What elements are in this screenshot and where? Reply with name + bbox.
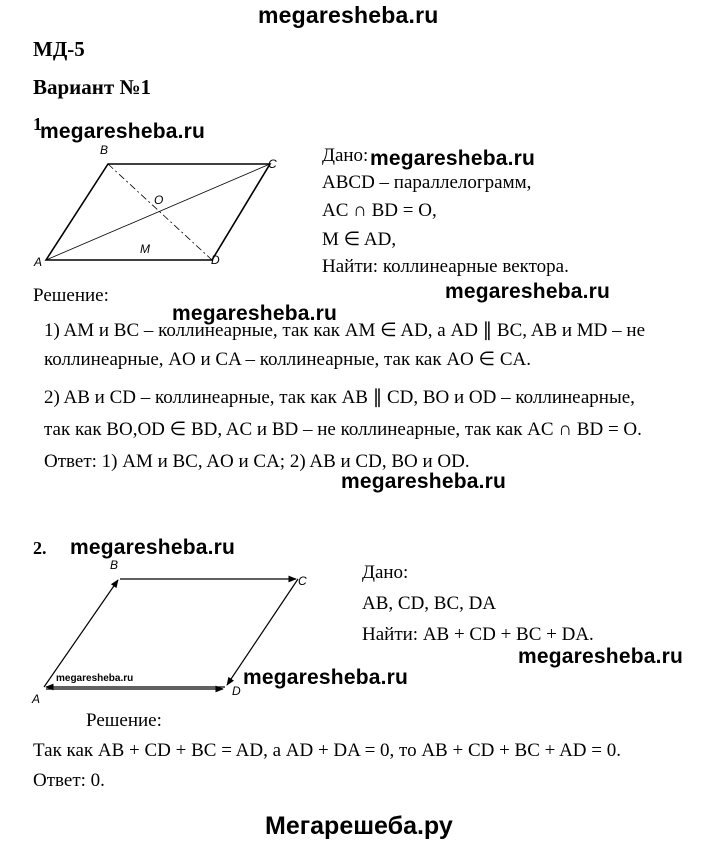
point-d-label-2: D (232, 684, 241, 698)
solution-label-2: Решение: (86, 710, 162, 731)
point-a-label-2: A (32, 692, 41, 706)
solution-watermark-1b: megaresheba.ru (172, 302, 338, 325)
point-b-label: B (100, 143, 109, 157)
solution-label-1: Решение: (33, 285, 109, 306)
point-d-label: D (211, 253, 220, 267)
point-o-label: O (154, 193, 164, 207)
solution-line-2-1: Так как AB + CD + BC = AD, а AD + DA = 0, то AB + CD + BC + AD = 0. (33, 740, 621, 761)
given-vectors-2: AB, CD, BC, DA (362, 593, 497, 614)
variant-title: Вариант №1 (33, 75, 152, 99)
given-label-1: Дано: (322, 145, 369, 166)
problem-2-watermark: megaresheba.ru (70, 536, 236, 559)
point-b-label-2: B (110, 558, 119, 572)
figure-watermark-2b: megaresheba.ru (243, 666, 409, 689)
figure-watermark-2: megaresheba.ru (56, 673, 134, 684)
given-label-2: Дано: (362, 562, 409, 583)
answer-line-2: Ответ: 0. (33, 770, 105, 791)
diagonal-ac (46, 164, 270, 260)
point-a-label: A (34, 255, 43, 269)
point-c-label-2: C (298, 574, 307, 588)
problem-2-number: 2. (33, 538, 47, 558)
given-watermark-2: megaresheba.ru (518, 645, 684, 668)
given-watermark-1: megaresheba.ru (370, 147, 536, 170)
site-watermark-header: megaresheba.ru (258, 2, 439, 28)
section-title: МД-5 (33, 37, 85, 61)
problem-1-number: 1 (33, 114, 42, 134)
solution-watermark-1a: megaresheba.ru (445, 280, 611, 303)
find-line-1: Найти: коллинеарные вектора. (322, 256, 569, 277)
point-c-label: C (268, 157, 277, 171)
find-line-2: Найти: AB + CD + BC + DA. (362, 624, 594, 645)
point-m-label: M (140, 242, 150, 256)
diagonal-bd (108, 164, 212, 260)
footer-watermark: Мегарешеба.ру (265, 812, 453, 840)
solution-line-1: 1) AM и BC – коллинеарные, так как AM ∈ AD, а AD ∥ BC, AB и MD – не (44, 320, 646, 341)
answer-watermark-1: megaresheba.ru (341, 470, 507, 493)
solution-line-4: так как BO,OD ∈ BD, AC и BD – не коллинеарные, так как AC ∩ BD = O. (44, 419, 642, 440)
solution-line-3: 2) AB и CD – коллинеарные, так как AB ∥ CD, BO и OD – коллинеарные, (44, 387, 635, 408)
given-line-2: AC ∩ BD = O, (322, 200, 437, 221)
problem-1-watermark: megaresheba.ru (40, 120, 206, 143)
answer-line-1: Ответ: 1) AM и BC, AO и CA; 2) AB и CD, BO и OD. (44, 451, 470, 472)
parallelogram-figure-1 (30, 140, 290, 270)
solution-line-2: коллинеарные, AO и CA – коллинеарные, так как AO ∈ CA. (44, 349, 531, 370)
given-line-1: ABCD – параллелограмм, (322, 172, 532, 193)
given-line-3: M ∈ AD, (322, 229, 397, 250)
vector-ab (44, 580, 118, 687)
